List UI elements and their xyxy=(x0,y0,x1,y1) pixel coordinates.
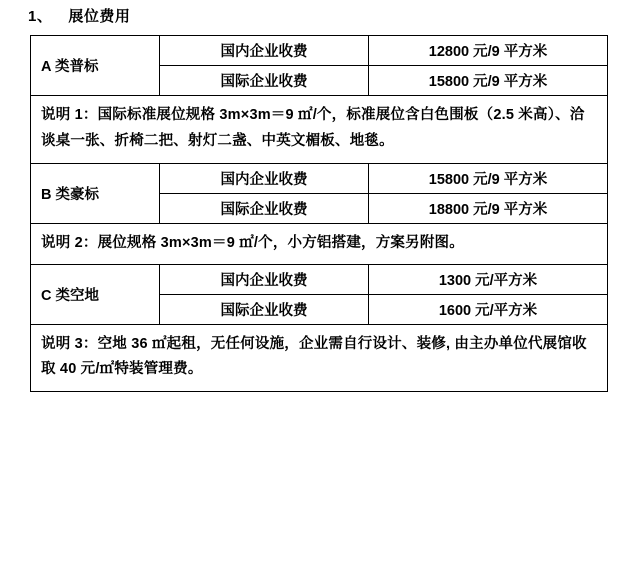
note-2: 说明 2：展位规格 3m×3m＝9 ㎡/个，小方铝搭建，方案另附图。 xyxy=(31,223,608,264)
section-title: 展位费用 xyxy=(68,8,131,25)
table-row xyxy=(31,264,608,294)
table-row xyxy=(31,96,608,164)
fee-type-a-international: 国际企业收费 xyxy=(160,66,369,96)
fee-type-b-domestic: 国内企业收费 xyxy=(160,163,369,193)
table-row xyxy=(31,36,608,66)
fee-price-b-international: 18800 元/9 平方米 xyxy=(369,193,608,223)
table-row xyxy=(31,223,608,264)
booth-fee-table xyxy=(30,35,608,392)
section-heading xyxy=(0,0,619,35)
section-number: 1、 xyxy=(28,8,53,25)
note-1: 说明 1：国际标准展位规格 3m×3m＝9 ㎡/个，标准展位含白色围板（2.5 米高）、洽谈桌一张、折椅二把、射灯二盏、中英文楣板、地毯。 xyxy=(31,96,608,164)
category-label-c: C 类空地 xyxy=(31,264,160,324)
fee-price-a-international: 15800 元/9 平方米 xyxy=(369,66,608,96)
fee-type-c-domestic: 国内企业收费 xyxy=(160,264,369,294)
fee-price-b-domestic: 15800 元/9 平方米 xyxy=(369,163,608,193)
table-row xyxy=(31,163,608,193)
fee-price-c-domestic: 1300 元/平方米 xyxy=(369,264,608,294)
category-label-b: B 类豪标 xyxy=(31,163,160,223)
fee-price-c-international: 1600 元/平方米 xyxy=(369,294,608,324)
table-row xyxy=(31,324,608,391)
note-3: 说明 3：空地 36 ㎡起租，无任何设施，企业需自行设计、装修, 由主办单位代展馆收取 40 元/㎡特装管理费。 xyxy=(31,324,608,391)
fee-price-a-domestic: 12800 元/9 平方米 xyxy=(369,36,608,66)
fee-type-a-domestic: 国内企业收费 xyxy=(160,36,369,66)
fee-type-b-international: 国际企业收费 xyxy=(160,193,369,223)
category-label-a: A 类普标 xyxy=(31,36,160,96)
fee-type-c-international: 国际企业收费 xyxy=(160,294,369,324)
